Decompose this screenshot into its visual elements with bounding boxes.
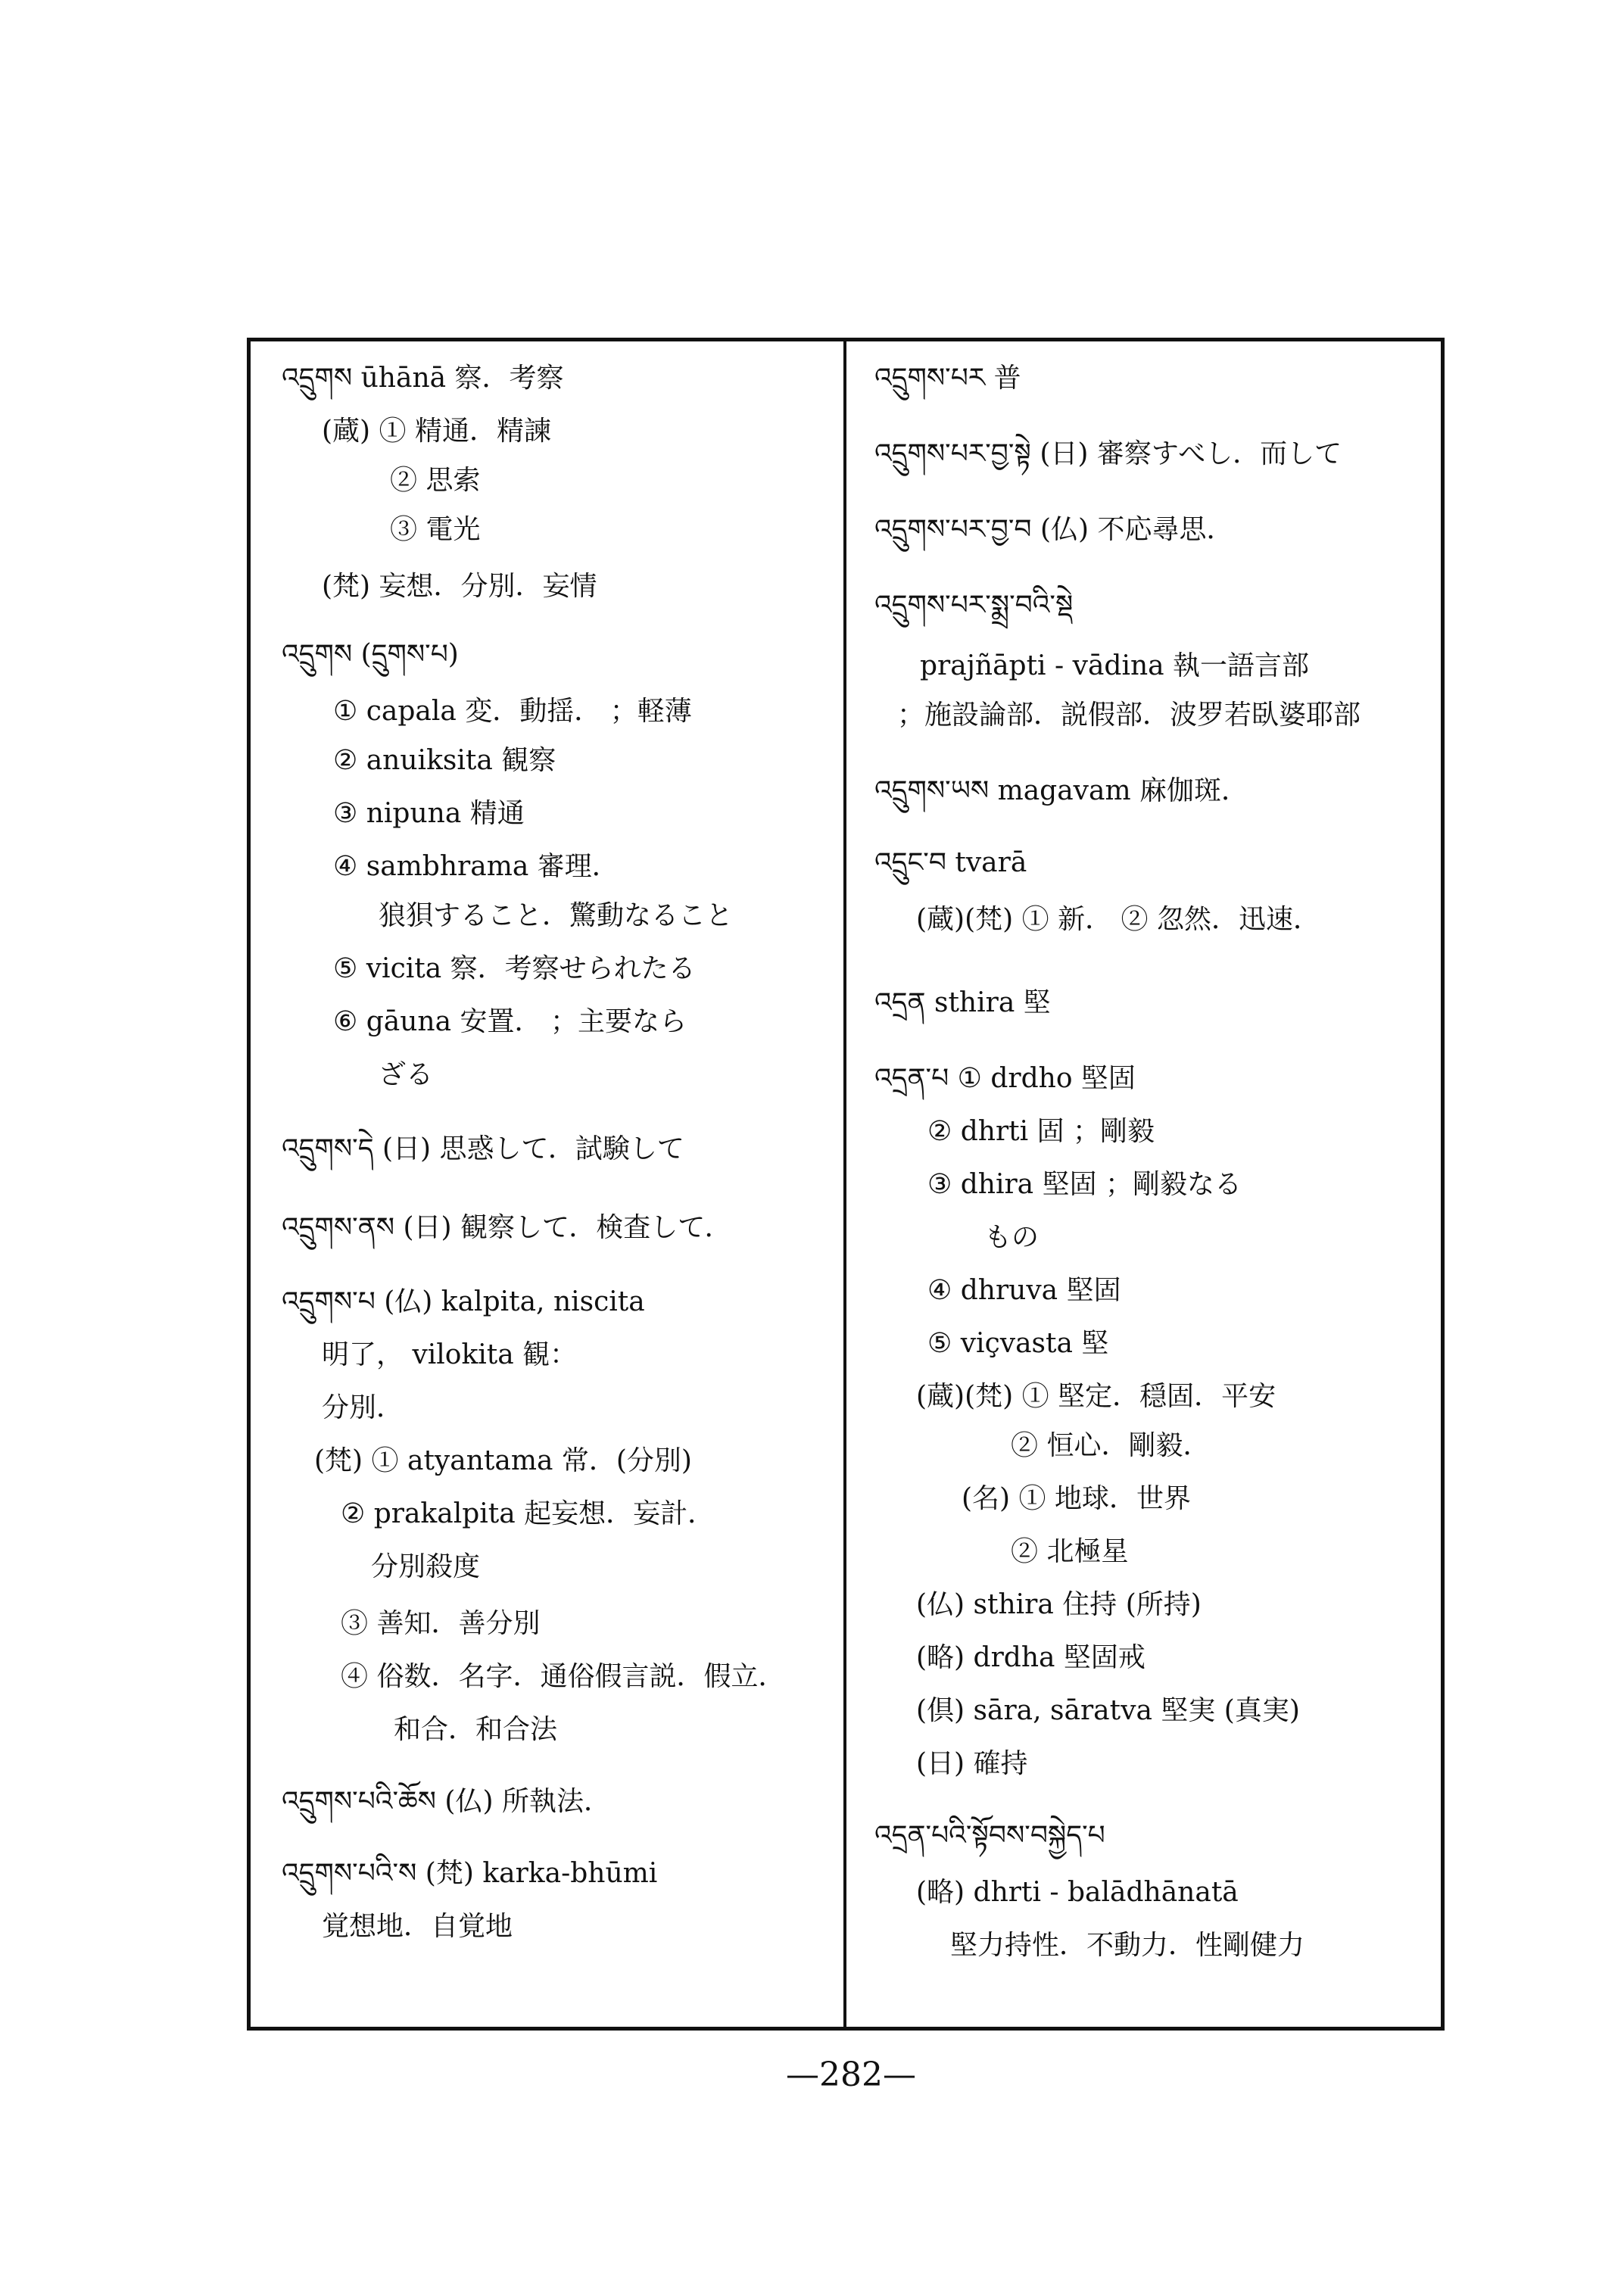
right-entry-line: もの (984, 1222, 1040, 1253)
left-entry-line: 分別殺度 (371, 1551, 481, 1582)
left-entry-line: འདྲུགས་ནས (日) 観察して．検査して． (282, 1212, 732, 1243)
left-entry-line: འདྲུགས ūhānā 察．考察 (282, 363, 564, 394)
right-entry-line: ④ dhruva 堅固 (927, 1275, 1121, 1306)
left-entry-line: (蔵) ① 精通．精諫 (322, 416, 551, 447)
left-entry-line: ② prakalpita 起妄想．妄計． (341, 1498, 715, 1529)
left-entry-line: (梵) 妄想．分別．妄情 (322, 571, 597, 602)
right-entry-line: ② 恒心．剛毅． (1011, 1430, 1211, 1461)
left-entry-line: འདྲུགས་དེ (日) 思惑して．試験して (282, 1133, 684, 1164)
right-entry-line: (略) drdha 堅固戒 (916, 1642, 1146, 1673)
left-entry-line: ① capala 変．動揺． ；軽薄 (333, 696, 692, 727)
right-entry-line: འདྲུགས་ཡས magavam 麻伽斑． (874, 775, 1249, 806)
left-entry-line: 覚想地．自覚地 (322, 1911, 513, 1942)
right-entry-line: ② 北極星 (1011, 1536, 1129, 1567)
left-entry-line: འདྲུགས་པའི་ཆོས (仏) 所執法． (282, 1786, 611, 1817)
right-entry-line: འདྲུགས་པར་སྨྲ་བའི་སྡེ (874, 590, 1074, 621)
left-entry-line: 明了， vilokita 観： (322, 1339, 578, 1370)
right-entry-line: ⑤ viçvasta 堅 (927, 1328, 1109, 1359)
left-entry-line: ② 思索 (390, 465, 481, 496)
left-entry-line: ③ 善知．善分別 (341, 1608, 541, 1639)
left-entry-line: ④ sambhrama 審理． (333, 851, 619, 882)
right-entry-line: འདྲུགས་པར 普 (874, 363, 1021, 394)
right-entry-line: (蔵)(梵) ① 堅定．穏固．平安 (916, 1381, 1276, 1412)
left-entry-line: ⑥ gāuna 安置． ；主要なら (333, 1006, 687, 1037)
right-entry-line: (倶) sāra, sāratva 堅実 (真実) (916, 1695, 1300, 1726)
left-entry-line: 狼狽すること．驚動なること (379, 900, 734, 931)
right-entry-line: འདྲུགས་པར་བྱ་བ (仏) 不応尋思． (874, 514, 1234, 545)
right-entry-line: prajñāpti - vādina 執一語言部 (920, 650, 1310, 681)
left-entry-line: འདྲུགས (དྲུགས་པ) (282, 639, 459, 670)
left-entry-line: ざる (379, 1059, 434, 1090)
right-entry-line: (蔵)(梵) ① 新． ② 忽然．迅速． (916, 904, 1320, 935)
left-entry-line: འདྲུགས་པའི་ས (梵) karka-bhūmi (282, 1858, 658, 1889)
right-entry-line: 堅力持性．不動力．性剛健力 (950, 1930, 1305, 1961)
left-entry-line: (梵) ① atyantama 常．(分別) (314, 1445, 692, 1476)
right-entry-line: (日) 確持 (916, 1748, 1028, 1779)
left-entry-line: ③ nipuna 精通 (333, 798, 525, 829)
left-entry-line: འདྲུགས་པ (仏) kalpita, niscita (282, 1286, 645, 1317)
right-entry-line: ② dhrti 固 ；剛毅 (927, 1116, 1155, 1147)
left-entry-line: ④ 俗数．名字．通俗假言説．假立． (341, 1661, 786, 1692)
left-entry-line: 分別． (322, 1392, 404, 1423)
right-entry-line: ；施設論部．説假部．波罗若臥婆耶部 (897, 700, 1361, 731)
right-entry-line: འདྲུགས་པར་བྱ་སྟེ (日) 審察すべし．而して (874, 438, 1342, 469)
right-entry-line: ③ dhira 堅固 ；剛毅なる (927, 1169, 1242, 1200)
left-entry-line: ③ 電光 (390, 514, 481, 545)
right-entry-line: འདྲན sthira 堅 (874, 987, 1051, 1018)
right-entry-line: འདྲན་པ ① drdho 堅固 (874, 1063, 1136, 1094)
left-entry-line: 和合．和合法 (394, 1714, 558, 1745)
column-divider (843, 338, 846, 2031)
right-entry-line: (名) ① 地球．世界 (962, 1483, 1191, 1514)
right-entry-line: (仏) sthira 住持 (所持) (916, 1589, 1202, 1620)
page-number: —282— (786, 2056, 916, 2094)
left-entry-line: ⑤ vicita 察．考察せられたる (333, 953, 696, 984)
left-entry-line: ② anuiksita 観察 (333, 745, 556, 776)
right-entry-line: འདྲུང་བ tvarā (874, 847, 1027, 878)
right-entry-line: འདྲན་པའི་སྟོབས་བསྐྱེད་པ (874, 1820, 1105, 1851)
right-entry-line: (略) dhrti - balādhānatā (916, 1877, 1239, 1908)
